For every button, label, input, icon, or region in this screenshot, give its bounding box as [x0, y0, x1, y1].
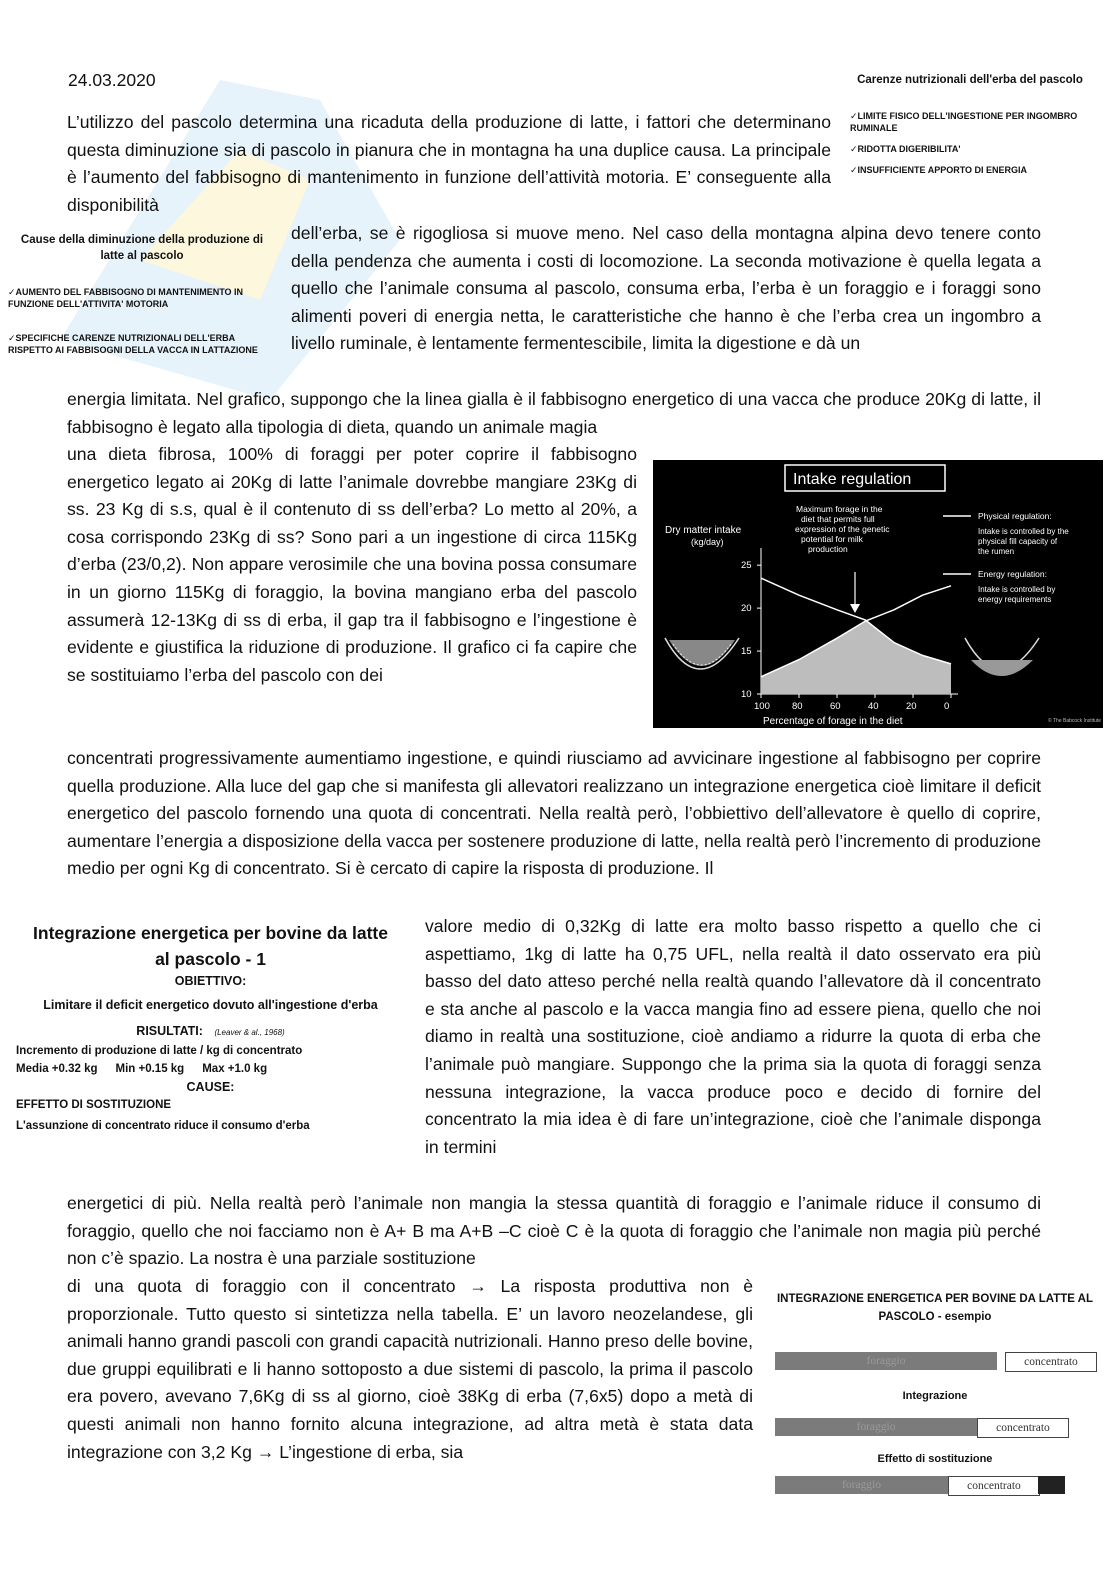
x-tick-label: 100 — [754, 701, 770, 712]
effect-text: L'assunzione di concentrato riduce il consumo d'erba — [16, 1120, 310, 1132]
causes-label: CAUSE: — [186, 1080, 235, 1094]
x-tick-label: 20 — [906, 701, 917, 712]
concentrate-bar-3: concentrato — [948, 1476, 1040, 1496]
cause-item: ✓AUMENTO DEL FABBISOGNO DI MANTENIMENTO IN FUNZIONE DELL'ATTIVITA' MOTORIA — [8, 287, 244, 309]
chart-credit: © The Babcock Institute — [1048, 718, 1102, 724]
x-tick-label: 60 — [830, 701, 841, 712]
paragraph-5: concentrati progressivamente aumentiamo ingestione, e quindi riusciamo ad avvicinare ingestione al fabbisogno per coprire quella produzione. Alla luce del gap che si manifesta gli allevatori realizzano un integrazione energetica cioè limitare il deficit energetico del pascolo fornendo una quota di concentrati. Nella realtà però, l’obbiettivo dell’allevatore è quello di coprire, aumentare l’energia a disposizione della vacca per sostenere produzione di latte, nella realtà però l’incremento di produzione medio per ogni Kg di concentrato. Si è cercato di capire la risposta di produzione. Il — [67, 748, 1041, 879]
results-text: Incremento di produzione di latte / kg di concentrato — [16, 1045, 303, 1057]
paragraph-8: di una quota di foraggio con il concentrato → La risposta produttiva non è proporzionale. Tutto questo si sintetizza nella tabella. E’ un lavoro neozelandese, gli animali hanno grandi pascoli con grandi capacità nutrizionali. Hanno preso delle bovine, due gruppi equilibrati e li hanno sottoposto a due sistemi di pascolo, la prima il pascolo era povero, avevano 7,6Kg di ss al giorno, cioè 38Kg di erba (7,6x5) dopo a metà di questi animali non hanno fornito alcuna integrazione, ad altra metà è stata data integrazione con 3,2 Kg → L’ingestione di erba, sia — [67, 1276, 753, 1462]
chart-title: Intake regulation — [793, 471, 912, 488]
effect-label: EFFETTO DI SOSTITUZIONE — [16, 1099, 172, 1111]
forage-bar-3: foraggio — [775, 1476, 948, 1494]
paragraph-1: L’utilizzo del pascolo determina una ricaduta della produzione di latte, i fattori che determinano questa diminuzione sia di pascolo in pianura che in montagna ha una duplice causa. La principale è l’aumento del fabbisogno di mantenimento in funzione dell’attività motoria. E’ conseguente alla disponibilità — [67, 112, 831, 215]
y-tick-label: 20 — [741, 603, 752, 615]
integration-box — [8, 920, 413, 1175]
forage-bar-1: foraggio — [775, 1352, 997, 1370]
concentrate-bowl-icon — [965, 638, 1039, 676]
deficiency-item: ✓LIMITE FISICO DELL'INGESTIONE PER INGOMBRO RUMINALE — [850, 111, 1078, 133]
causes-title: Cause della diminuzione della produzione di latte al pascolo — [20, 234, 264, 262]
intake-regulation-chart — [653, 460, 1103, 728]
x-tick-label: 0 — [944, 701, 950, 712]
objective-label: OBIETTIVO: — [174, 974, 247, 988]
concentrate-bar-2: concentrato — [977, 1418, 1069, 1438]
deficiency-item: ✓RIDOTTA DIGERIBILITA' — [850, 144, 961, 154]
paragraph-3: energia limitata. Nel grafico, suppongo che la linea gialla è il fabbisogno energetico di una vacca che produce 20Kg di latte, il fabbisogno è legato alla tipologia di dieta, quando un animale magia — [67, 389, 1041, 437]
legend-energy-text: Intake is controlled by energy requirements — [978, 585, 1056, 604]
paragraph-6: valore medio di 0,32Kg di latte era molto basso rispetto a quello che ci aspettiamo, 1kg di latte ha 0,75 UFL, nella realtà il dato osservato era più basso del dato atteso perché nella realtà quando l’allevatore dà il concentrato e sta anche al pascolo e la vacca mangia fino ad essere piena, quello che noi diamo in realtà una sostituzione, cioè andiamo a ridurre la quota di erba che l’animale può mangiare. Suppongo che la prima sia la quota di foraggi senza nessuna integrazione, la vacca produce poco e decido di fornire del concentrato la mia idea è di fare un’integrazione, cioè che l’animale disponga in termini — [425, 916, 1041, 1157]
annotation-arrowhead — [850, 604, 860, 613]
max-value: Max +1.0 kg — [202, 1063, 268, 1075]
integration-title-1: Integrazione energetica per bovine da latte — [33, 923, 388, 943]
y-tick-label: 15 — [741, 646, 752, 658]
y-tick-label: 25 — [741, 560, 752, 572]
concentrate-bar-1: concentrato — [1005, 1352, 1097, 1372]
legend-energy-title: Energy regulation: — [978, 569, 1047, 579]
integrazione-label: Integrazione — [902, 1390, 968, 1402]
nutritional-deficiencies-box — [850, 72, 1100, 176]
causes-box — [8, 232, 276, 356]
objective-text: Limitare il deficit energetico dovuto all'ingestione d'erba — [43, 998, 378, 1012]
chart-ylabel: Dry matter intake — [665, 525, 742, 536]
chart-xlabel: Percentage of forage in the diet — [763, 716, 903, 727]
chart-annotation: Maximum forage in the diet that permits full expression of the genetic potential for milk production — [795, 504, 890, 554]
example-title: INTEGRAZIONE ENERGETICA PER BOVINE DA LATTE AL PASCOLO - esempio — [776, 1293, 1094, 1323]
chart-svg — [653, 460, 1103, 728]
x-ticks — [754, 694, 951, 712]
paragraph-4: una dieta fibrosa, 100% di foraggi per poter coprire il fabbisogno energetico legato ai 20Kg di latte l’animale dovrebbe mangiare 23Kg di ss. 23 Kg di s.s, qual è il contenuto di ss dell’erba? Lo metto al 20%, a cosa corrispondo 23Kg di ss? Sono pari a un ingestione di circa 115Kg d’erba (23/0,2). Non appare verosimile che una bovina possa consumare in un giorno 115Kg di foraggio, la bovina mangiano erba del pascolo assumerà 12-13Kg di ss di erba, il gap tra il fabbisogno e l’ingestione è evidente e giustifica la riduzione di produzione. Il grafico ci fa capire che se sostituiamo l’erba del pascolo con dei — [67, 444, 637, 685]
nutritional-deficiencies-title: Carenze nutrizionali dell'erba del pascolo — [857, 74, 1083, 86]
chart-ylabel-units: (kg/day) — [691, 537, 724, 547]
date: 24.03.2020 — [68, 70, 156, 90]
legend-physical-title: Physical regulation: — [978, 511, 1052, 521]
x-tick-label: 80 — [792, 701, 803, 712]
min-value: Min +0.15 kg — [115, 1063, 185, 1075]
substitution-bar — [1038, 1476, 1065, 1494]
media-value: Media +0.32 kg — [16, 1063, 98, 1075]
deficiency-item: ✓INSUFFICIENTE APPORTO DI ENERGIA — [850, 165, 1028, 175]
physical-regulation-area — [761, 621, 951, 694]
legend-physical-text: Intake is controlled by the physical fill capacity of the rumen — [978, 527, 1069, 556]
paragraph-2: dell’erba, se è rigogliosa si muove meno. Nel caso della montagna alpina devo tenere conto della pendenza che aumenta i costi di locomozione. La seconda motivazione è quella legata a quello che l’animale consuma al pascolo, consuma erba, l’erba è un foraggio e i foraggi sono alimenti poveri di energia netta, le caratteristiche che hanno è che l’erba crea un ingombro a livello ruminale, è lentamente fermentescibile, limita la digestione e dà un — [291, 223, 1041, 354]
forage-bar-2: foraggio — [775, 1418, 977, 1436]
integration-title-2: al pascolo - 1 — [155, 949, 266, 969]
cause-item: ✓SPECIFICHE CARENZE NUTRIZIONALI DELL'ERBA RISPETTO AI FABBISOGNI DELLA VACCA IN LATTAZIONE — [8, 333, 258, 355]
paragraph-7: energetici di più. Nella realtà però l’animale non mangia la stessa quantità di foraggio e l’animale riduce il consumo di foraggio, quello che noi facciamo non è A+ B ma A+B –C cioè C è la quota di foraggio che l’animale non magia più perché non c’è spazio. La nostra è una parziale sostituzione — [67, 1193, 1041, 1269]
y-tick-label: 10 — [741, 689, 752, 700]
results-label: RISULTATI: — [136, 1024, 203, 1038]
example-box — [770, 1290, 1100, 1510]
effetto-label: Effetto di sostituzione — [877, 1453, 993, 1465]
results-ref: (Leaver & al., 1968) — [214, 1028, 285, 1037]
y-ticks — [741, 560, 761, 700]
x-tick-label: 40 — [868, 701, 879, 712]
forage-bowl-icon — [665, 638, 739, 669]
